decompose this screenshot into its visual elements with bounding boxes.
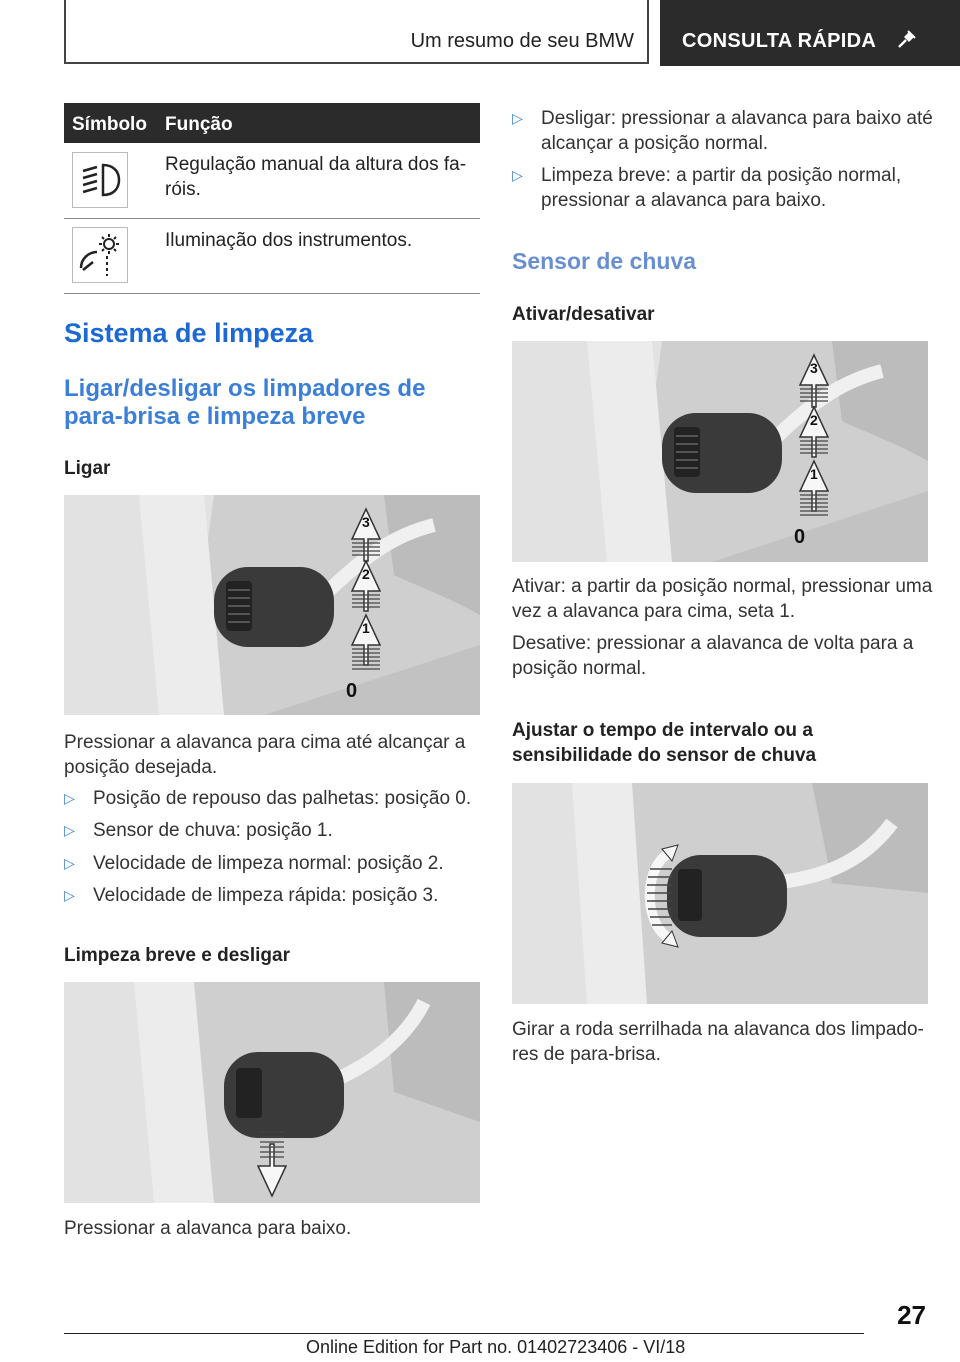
table-row [64, 143, 480, 219]
footer-edition: Online Edition for Part no. 01402723406 - VI/18 [306, 1337, 686, 1357]
wiper-lever-down-image [64, 982, 480, 1203]
brief-title: Limpeza breve e desligar [64, 945, 290, 966]
triangle-bullet-icon: ▷ [64, 887, 75, 903]
table-row [64, 219, 480, 294]
row-text: Regulação manual da altura dos fa- róis. [165, 154, 467, 200]
headlight-range-icon [72, 152, 128, 208]
fig-label: 1 [810, 466, 818, 482]
row-text: Iluminação dos instrumentos. [165, 230, 413, 251]
list-item: ▷ Velocidade de limpeza rápida: posição 3. [64, 885, 439, 906]
table-header [64, 103, 480, 143]
list-item: ▷ Posição de repouso das palhetas: posição 0. [64, 788, 472, 809]
ligar-text: Pressionar a alavanca para cima até alcançar a posição desejada. [64, 732, 466, 778]
page-number: 27 [897, 1300, 926, 1330]
knurled-wheel-image [512, 783, 928, 1004]
fig-label: 0 [346, 680, 358, 702]
triangle-bullet-icon: ▷ [512, 167, 523, 183]
section-title: Sistema de limpeza [64, 318, 314, 348]
ligar-title: Ligar [64, 458, 111, 479]
fig-label: 1 [362, 620, 370, 636]
col-symbol: Símbolo [72, 114, 147, 135]
list-item: ▷ Velocidade de limpeza normal: posição 2. [64, 853, 444, 874]
col-function: Função [165, 114, 233, 135]
rain-sensor-image [512, 341, 928, 562]
deactivate-text: Desative: pressionar a alavanca de volta para a posição normal. [512, 633, 914, 679]
triangle-bullet-icon: ▷ [64, 822, 75, 838]
list-item: ▷ Limpeza breve: a partir da posição normal, pressionar a alavanca para baixo. [512, 165, 902, 211]
fig-label: 3 [810, 360, 818, 376]
brief-text: Pressionar a alavanca para baixo. [64, 1218, 352, 1239]
fig-label: 3 [362, 514, 370, 530]
adjust-title: Ajustar o tempo de intervalo ou a sensibilidade do sensor de chuva [512, 720, 817, 766]
triangle-bullet-icon: ▷ [64, 790, 75, 806]
list-item: ▷ Desligar: pressionar a alavanca para baixo até alcançar a posição normal. [512, 108, 933, 154]
triangle-bullet-icon: ▷ [64, 855, 75, 871]
header-tab-label: CONSULTA RÁPIDA [682, 30, 877, 52]
header-tab[interactable] [660, 0, 960, 66]
footer-divider [64, 1333, 864, 1334]
list-item: ▷ Sensor de chuva: posição 1. [64, 820, 333, 841]
triangle-bullet-icon: ▷ [512, 110, 523, 126]
fig-label: 2 [362, 566, 370, 582]
fig-label: 2 [810, 412, 818, 428]
adjust-text: Girar a roda serrilhada na alavanca dos limpado- res de para-brisa. [512, 1019, 924, 1065]
subsection-title: Ligar/desligar os limpadores de para-brisa e limpeza breve [64, 375, 426, 430]
rain-sensor-title: Sensor de chuva [512, 248, 697, 274]
instrument-lighting-icon [72, 227, 128, 283]
activate-title: Ativar/desativar [512, 304, 655, 325]
wiper-lever-up-image [64, 495, 480, 715]
fig-label: 0 [794, 526, 806, 548]
header-subtitle: Um resumo de seu BMW [410, 30, 634, 52]
pin-icon [896, 28, 918, 55]
activate-text: Ativar: a partir da posição normal, pressionar uma vez a alavanca para cima, seta 1. [512, 576, 933, 622]
